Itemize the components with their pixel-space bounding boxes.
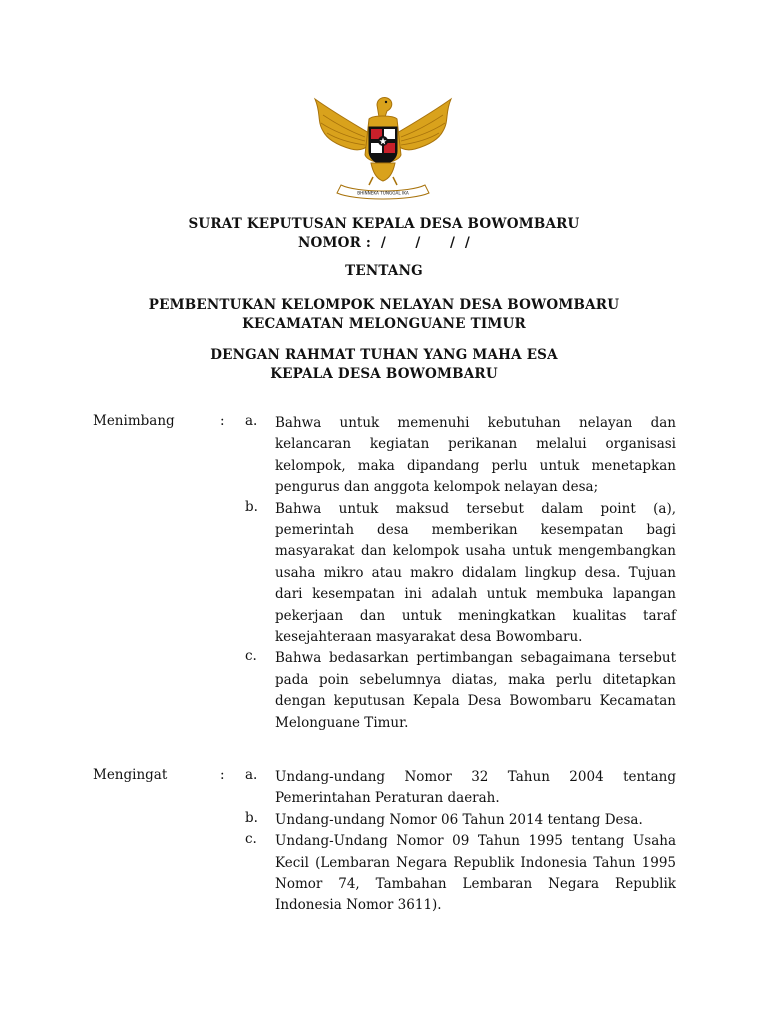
document-title-block — [0, 215, 768, 253]
tentang-heading-block — [0, 262, 768, 281]
tentang-heading: TENTANG — [345, 263, 423, 279]
garuda-pancasila-emblem — [307, 93, 459, 203]
preamble-line-2: KEPALA DESA BOWOMBARU — [270, 366, 498, 382]
mengingat-list — [245, 767, 676, 917]
menimbang-list — [245, 413, 676, 734]
item-letter: c. — [245, 831, 257, 848]
document-number: NOMOR : / / / / — [297, 235, 471, 251]
item-text: Undang-undang Nomor 06 Tahun 2014 tentang Desa. — [275, 811, 643, 828]
item-text: Bahwa untuk maksud tersebut dalam point (a), pemerintah desa memberikan kesempatan bagi masyarakat dan kelompok usaha untuk mengembangkan usaha mikro atau makro didalam lingkup desa. Tujuan dari kesempatan ini adalah untuk membuka lapangan pekerjaan dan untuk meningkatkan kualitas taraf kesejahteraan masyarakat desa Bowombaru. — [275, 500, 676, 646]
mengingat-colon: : — [220, 767, 225, 783]
preamble-line-1: DENGAN RAHMAT TUHAN YANG MAHA ESA — [210, 347, 558, 363]
list-item — [245, 767, 676, 810]
list-item — [245, 648, 676, 734]
item-text: Bahwa bedasarkan pertimbangan sebagaimana tersebut pada poin sebelumnya diatas, maka perlu ditetapkan dengan keputusan Kepala Desa Bowombaru Kecamatan Melonguane Timur. — [275, 650, 676, 731]
item-letter: a. — [245, 767, 258, 783]
item-text: Undang-undang Nomor 32 Tahun 2004 tentang Pemerintahan Peraturan daerah. — [275, 769, 676, 807]
menimbang-colon: : — [220, 413, 225, 429]
item-text: Undang-Undang Nomor 09 Tahun 1995 tentang Usaha Kecil (Lembaran Negara Republik Indonesia Tahun 1995 Nomor 74, Tambahan Lembaran Negara Republik Indonesia Nomor 3611). — [275, 833, 676, 914]
subject-block — [0, 296, 768, 334]
item-letter: b. — [245, 809, 258, 826]
preamble-block — [0, 346, 768, 384]
item-letter: a. — [245, 413, 258, 429]
item-letter: b. — [245, 498, 258, 515]
emblem-motto: BHINNEKA TUNGGAL IKA — [357, 190, 409, 196]
list-item — [245, 810, 676, 831]
mengingat-label: Mengingat — [93, 767, 168, 783]
document-title: SURAT KEPUTUSAN KEPALA DESA BOWOMBARU — [188, 216, 580, 232]
subject-line-1: PEMBENTUKAN KELOMPOK NELAYAN DESA BOWOMBARU — [148, 297, 620, 313]
subject-line-2: KECAMATAN MELONGUANE TIMUR — [242, 316, 526, 332]
menimbang-label: Menimbang — [93, 413, 175, 429]
list-item — [245, 831, 676, 917]
list-item — [245, 499, 676, 649]
list-item — [245, 413, 676, 499]
item-text: Bahwa untuk memenuhi kebutuhan nelayan dan kelancaran kegiatan perikanan melalui organisasi kelompok, maka dipandang perlu untuk menetapkan pengurus dan anggota kelompok nelayan desa; — [275, 415, 676, 496]
item-letter: c. — [245, 648, 257, 665]
